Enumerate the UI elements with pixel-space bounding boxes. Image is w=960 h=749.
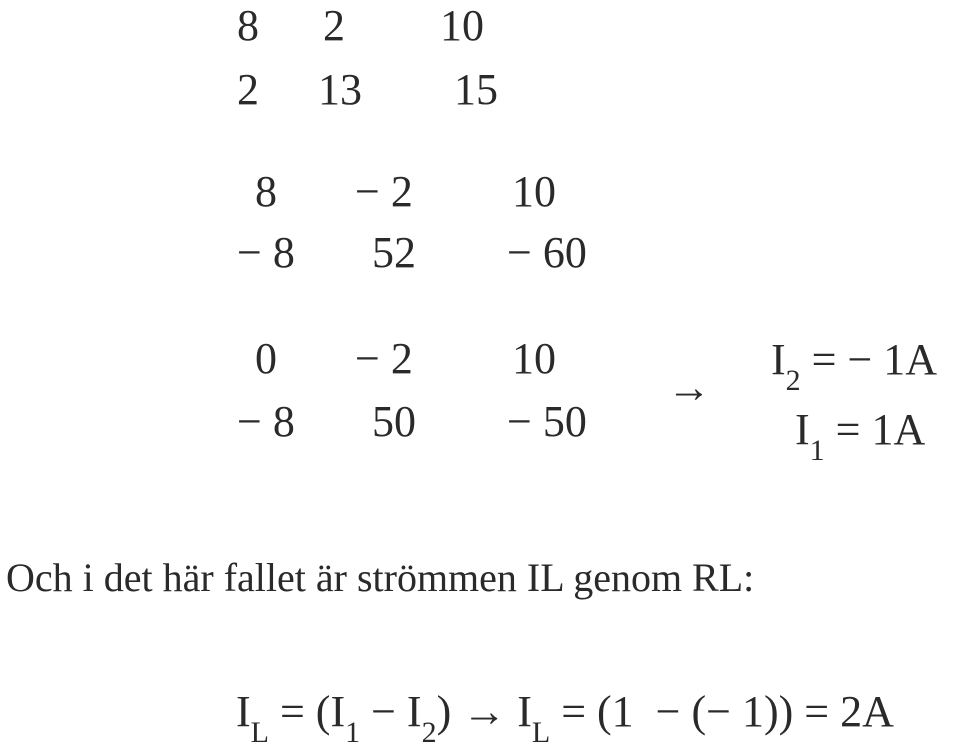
i2-symbol: I (771, 335, 786, 384)
m1-r2-c2: 13 (318, 65, 362, 114)
i2-value: = − 1A (800, 335, 938, 384)
eq-part-5: = (1 − (− 1)) = 2A (550, 687, 894, 736)
eq-sub-l-1: L (250, 716, 269, 749)
m3-r1-c2: − 2 (355, 334, 413, 383)
m1-r1-c2: 2 (323, 1, 345, 50)
final-equation (236, 687, 894, 749)
m3-r2-c3: − 50 (507, 397, 587, 446)
eq-sub-2: 2 (421, 716, 437, 749)
m3-r2-c2: 50 (372, 397, 416, 446)
m3-r1-c1: 0 (255, 334, 277, 383)
m2-r1-c1: 8 (255, 167, 277, 216)
m2-r2-c3: − 60 (507, 228, 587, 277)
m2-r1-c2: − 2 (355, 167, 413, 216)
eq-sub-1: 1 (345, 716, 361, 749)
m3-r2-c1: − 8 (237, 397, 295, 446)
i1-value: = 1A (824, 405, 926, 454)
m2-r1-c3: 10 (512, 167, 556, 216)
i1-subscript: 1 (809, 434, 825, 467)
i1-symbol: I (795, 405, 810, 454)
eq-part-4: ) → I (436, 687, 532, 736)
eq-part-1: I (236, 687, 251, 736)
m3-r1-c3: 10 (512, 334, 556, 383)
eq-part-2: = (I (268, 687, 346, 736)
eq-sub-l-2: L (531, 716, 551, 749)
m2-r2-c2: 52 (372, 228, 416, 277)
i2-subscript: 2 (785, 364, 801, 397)
m1-r2-c1: 2 (237, 65, 259, 114)
eq-part-3: − I (360, 687, 422, 736)
m1-r2-c3: 15 (454, 65, 498, 114)
result-i1 (795, 405, 926, 467)
m1-r1-c1: 8 (237, 1, 259, 50)
m1-r1-c3: 10 (440, 1, 484, 50)
m2-r2-c1: − 8 (237, 228, 295, 277)
result-i2 (771, 335, 938, 397)
right-arrow-icon: → (667, 363, 711, 412)
explanation-text: Och i det här fallet är strömmen IL genom RL: (6, 555, 755, 600)
